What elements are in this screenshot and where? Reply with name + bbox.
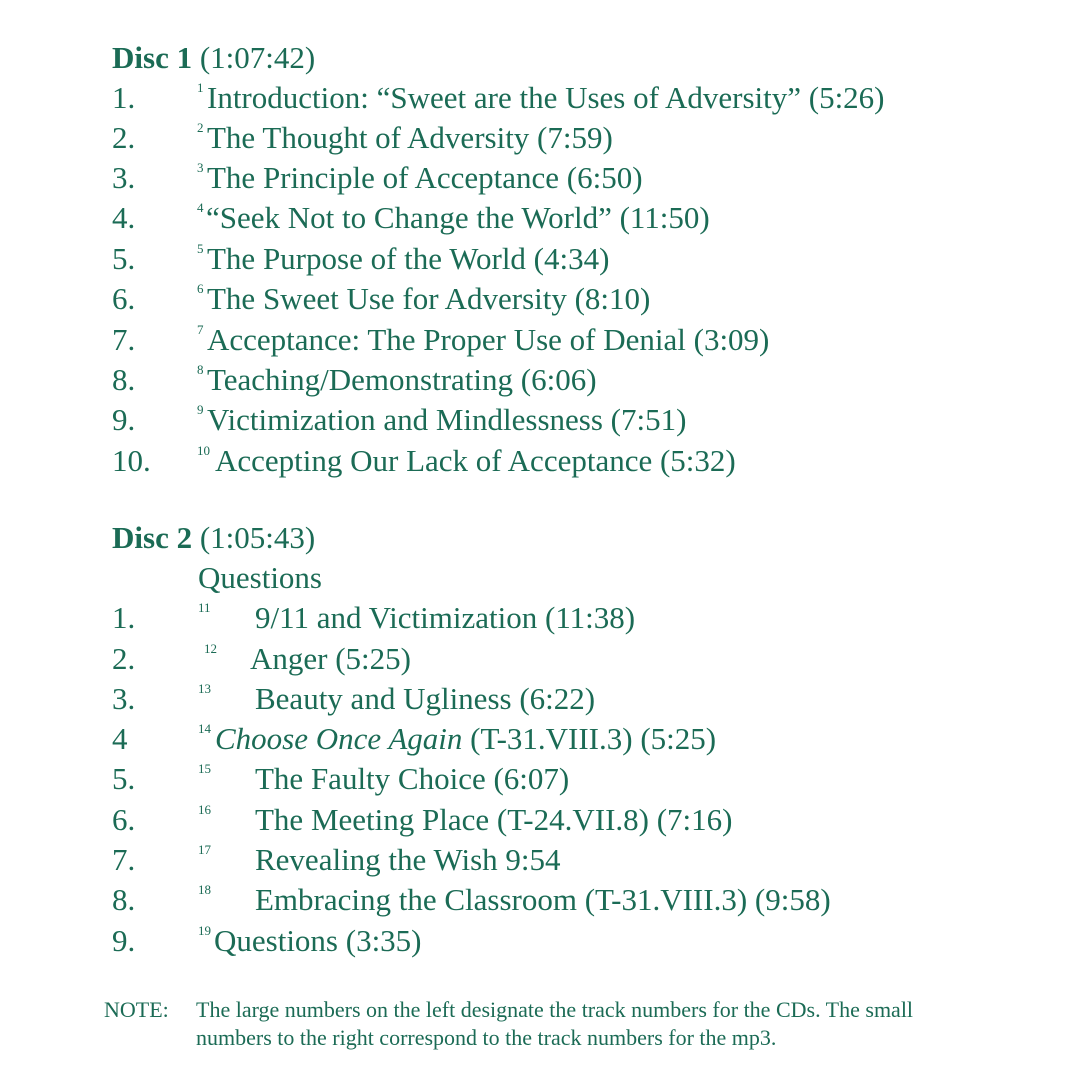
mp3-track-number: 2 [197,120,204,135]
mp3-track-number: 9 [197,402,204,417]
track-title: Accepting Our Lack of Acceptance (5:32) [215,443,736,478]
track-title: The Thought of Adversity (7:59) [207,120,613,155]
mp3-track-number: 10 [197,443,210,458]
disc-1-duration: (1:07:42) [199,40,316,75]
cd-track-number: 2. [112,641,136,676]
mp3-track-number: 15 [198,761,211,776]
track-title: The Faulty Choice (6:07) [255,761,570,796]
cd-track-number: 10. [112,443,151,478]
track-title: Questions (3:35) [214,923,422,958]
mp3-track-number: 6 [197,281,204,296]
cd-track-number: 1. [112,80,136,115]
cd-track-number: 5. [112,241,136,276]
mp3-track-number: 12 [204,641,217,656]
track-title: Introduction: “Sweet are the Uses of Adversity” (5:26) [207,80,885,115]
mp3-track-number: 5 [197,241,204,256]
mp3-track-number: 8 [197,362,204,377]
track-title-rest: (T-31.VIII.3) (5:25) [462,721,717,756]
mp3-track-number: 3 [197,160,204,175]
cd-track-number: 8. [112,362,136,397]
track-title: “Seek Not to Change the World” (11:50) [206,200,710,235]
mp3-track-number: 13 [198,681,211,696]
disc-2-label: Disc 2 [112,520,193,555]
mp3-track-number: 19 [198,923,211,938]
disc-1-header [112,38,315,78]
cd-track-number: 1. [112,600,136,635]
track-title: 9/11 and Victimization (11:38) [255,600,636,635]
track-title: Embracing the Classroom (T-31.VIII.3) (9:58) [255,882,831,917]
cd-track-number: 8. [112,882,136,917]
track-title: Acceptance: The Proper Use of Denial (3:09) [207,322,770,357]
mp3-track-number: 11 [198,600,211,615]
cd-track-number: 7. [112,842,136,877]
track-title: Teaching/Demonstrating (6:06) [207,362,597,397]
cd-track-number: 7. [112,322,136,357]
cd-track-number: 4 [112,721,128,756]
track-title: The Principle of Acceptance (6:50) [207,160,643,195]
note-label: NOTE: [104,997,169,1022]
mp3-track-number: 7 [197,322,204,337]
track-title: Revealing the Wish 9:54 [255,842,561,877]
track-title: The Meeting Place (T-24.VII.8) (7:16) [255,802,733,837]
cd-track-number: 4. [112,200,136,235]
cd-track-number: 3. [112,681,136,716]
disc-2-header [112,518,315,558]
track-title: Beauty and Ugliness (6:22) [255,681,596,716]
disc-2-duration: (1:05:43) [199,520,316,555]
track-title: The Purpose of the World (4:34) [207,241,610,276]
mp3-track-number: 18 [198,882,211,897]
disc-2-subheading: Questions [198,560,322,595]
track-title: The Sweet Use for Adversity (8:10) [207,281,651,316]
disc-1-label: Disc 1 [112,40,193,75]
cd-track-number: 6. [112,802,136,837]
cd-track-number: 6. [112,281,136,316]
mp3-track-number: 1 [197,80,204,95]
cd-track-number: 2. [112,120,136,155]
cd-track-number: 3. [112,160,136,195]
track-title [215,719,716,759]
track-title: Victimization and Mindlessness (7:51) [207,402,687,437]
mp3-track-number: 14 [198,721,211,736]
mp3-track-number: 4 [197,200,204,215]
mp3-track-number: 17 [198,842,211,857]
cd-track-number: 5. [112,761,136,796]
note-text: The large numbers on the left designate the track numbers for the CDs. The small numbers to the right correspond to the track numbers for the mp3. [196,997,914,1050]
track-title-italic: Choose Once Again [215,721,463,756]
mp3-track-number: 16 [198,802,211,817]
track-title: Anger (5:25) [250,641,411,676]
cd-track-number: 9. [112,402,136,437]
cd-track-number: 9. [112,923,136,958]
